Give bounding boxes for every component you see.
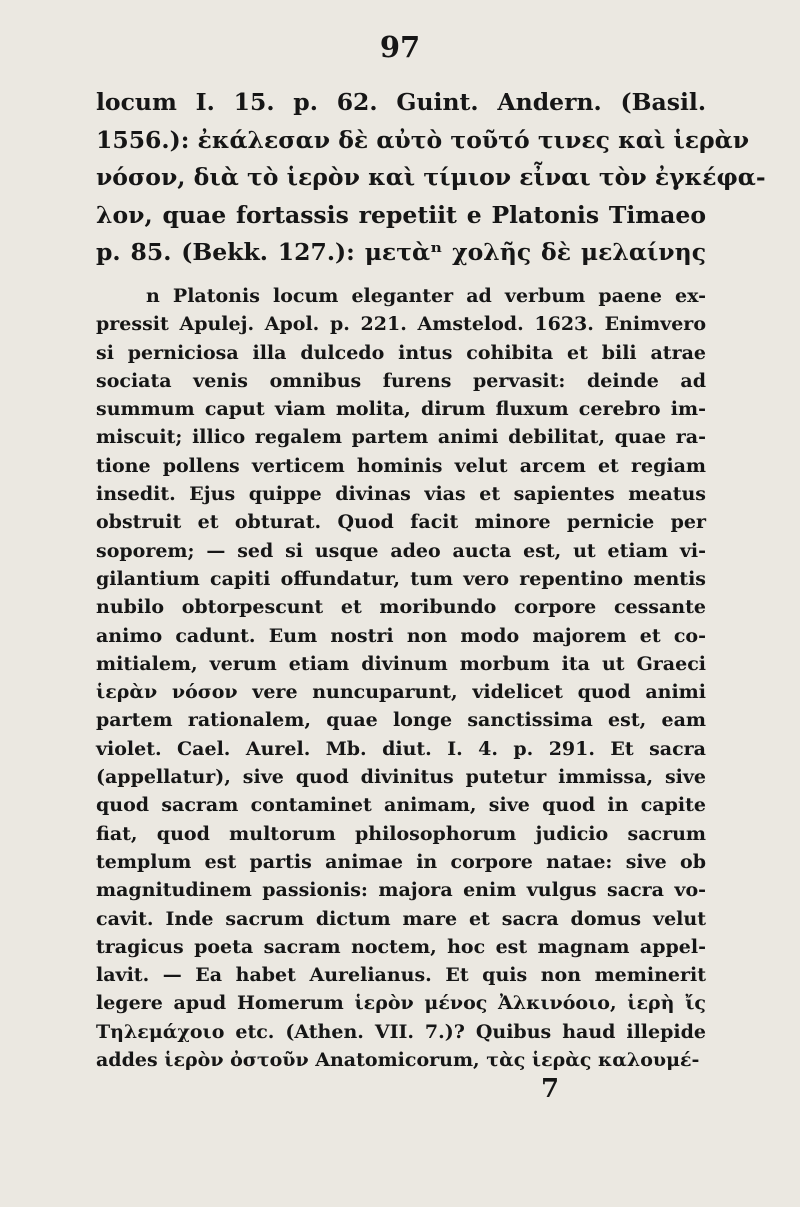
footnote xyxy=(96,282,706,1074)
footnote-line: Τηλεμάχοιο etc. (Athen. VII. 7.)? Quibus haud illepide xyxy=(96,1020,706,1043)
footnote-line: partem rationalem, quae longe sanctissima est, eam xyxy=(96,709,706,732)
footnote-line: magnitudinem passionis: majora enim vulgus sacra vo- xyxy=(96,879,706,902)
footnote-line: legere apud Homerum ἱερὸν μένος Ἀλκινόοιο, ἱερὴ ἴς xyxy=(96,992,706,1015)
main-text-line: locum I. 15. p. 62. Guint. Andern. (Basil. xyxy=(96,88,706,116)
footnote-line: n Platonis locum eleganter ad verbum paene ex- xyxy=(146,285,706,307)
footnote-line: ἱερὰν νόσον vere nuncuparunt, videlicet quod animi xyxy=(96,681,706,704)
footnote-line: pressit Apulej. Apol. p. 221. Amstelod. 1623. Enimvero xyxy=(96,313,706,336)
main-text-line: p. 85. (Bekk. 127.): μετὰⁿ χολῆς δὲ μελαίνης xyxy=(96,238,706,266)
footnote-line: violet. Cael. Aurel. Mb. diut. I. 4. p. 291. Et sacra xyxy=(96,737,706,760)
footnote-line: si perniciosa illa dulcedo intus cohibita et bili atrae xyxy=(96,341,706,364)
main-text-line: 1556.): ἐκάλεσαν δὲ αὐτὸ τοῦτό τινες καὶ ἱερὰν xyxy=(96,125,750,154)
footnote-line: (appellatur), sive quod divinitus putetur immissa, sive xyxy=(96,766,706,789)
footnote-line: cavit. Inde sacrum dictum mare et sacra domus velut xyxy=(96,907,706,930)
footnote-line: soporem; — sed si usque adeo aucta est, ut etiam vi- xyxy=(96,539,706,562)
main-text-line: λον, quae fortassis repetiit e Platonis Timaeo xyxy=(96,200,706,229)
footnote-line: quod sacram contaminet animam, sive quod in capite xyxy=(96,794,706,817)
footnote-line: gilantium capiti offundatur, tum vero repentino mentis xyxy=(96,567,706,590)
footnote-line: miscuit; illico regalem partem animi debilitat, quae ra- xyxy=(96,426,706,449)
footnote-line: templum est partis animae in corpore natae: sive ob xyxy=(96,850,706,873)
footnote-line: summum caput viam molita, dirum fluxum cerebro im- xyxy=(96,398,706,421)
footnote-line: obstruit et obturat. Quod facit minore pernicie per xyxy=(96,511,706,534)
footnote-line: nubilo obtorpescunt et moribundo corpore cessante xyxy=(96,596,706,619)
footnote-line: tragicus poeta sacram noctem, hoc est magnam appel- xyxy=(96,935,706,958)
page-number: 97 xyxy=(379,30,421,64)
main-text-line: νόσον, διὰ τὸ ἱερὸν καὶ τίμιον εἶναι τὸν ἐγκέφα- xyxy=(96,163,766,191)
footnote-line: fiat, quod multorum philosophorum judicio sacrum xyxy=(96,822,706,845)
main-text xyxy=(96,84,766,272)
footnote-line: tione pollens verticem hominis velut arcem et regiam xyxy=(96,454,706,477)
footnote-line: lavit. — Ea habet Aurelianus. Et quis non meminerit xyxy=(96,964,706,987)
footnote-line: mitialem, verum etiam divinum morbum ita ut Graeci xyxy=(96,652,706,675)
signature-mark: 7 xyxy=(540,1074,560,1104)
footnote-line: insedit. Ejus quippe divinas vias et sapientes meatus xyxy=(96,483,706,506)
footnote-line: sociata venis omnibus furens pervasit: deinde ad xyxy=(96,369,706,392)
footnote-line: animo cadunt. Eum nostri non modo majorem et co- xyxy=(96,624,706,647)
footnote-line: addes ἱερὸν ὀστοῦν Anatomicorum, τὰς ἱερὰς καλουμέ- xyxy=(96,1049,700,1072)
